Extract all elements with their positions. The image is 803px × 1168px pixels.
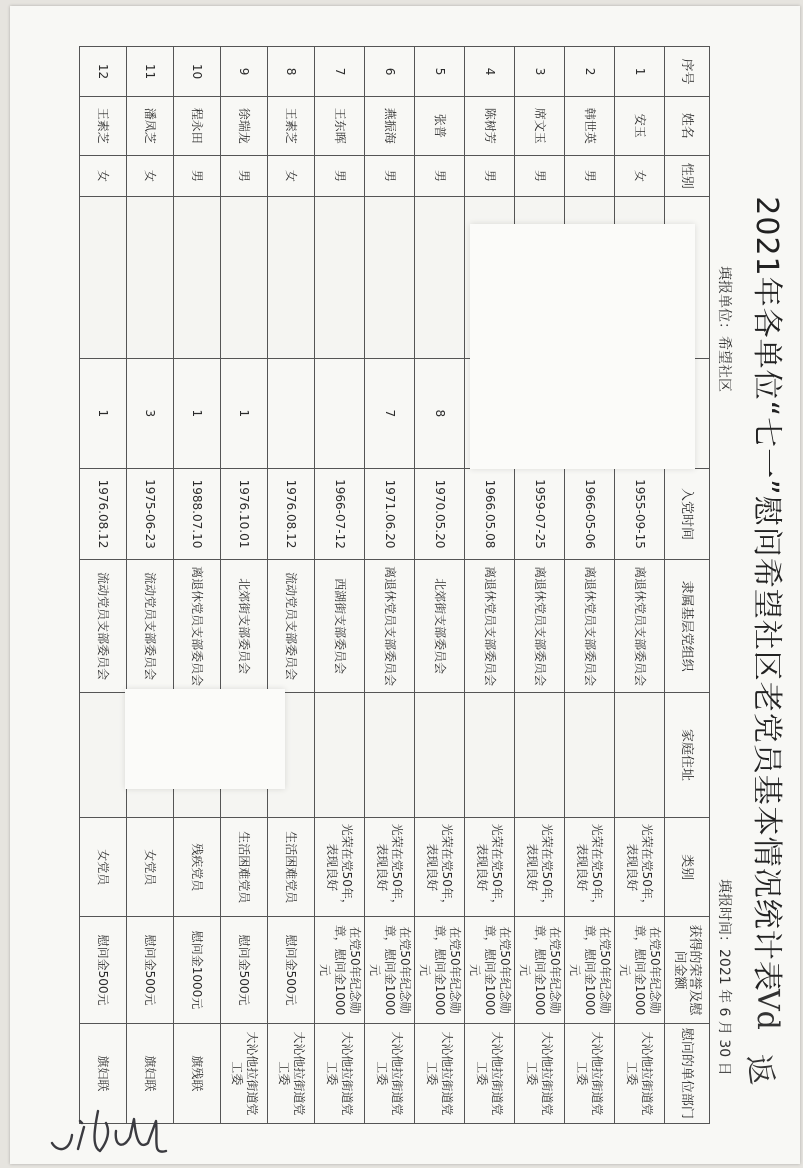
header-cell: 性别	[665, 155, 710, 197]
paper-sheet	[10, 6, 800, 1164]
sex-cell: 男	[565, 155, 615, 197]
name-cell: 王素芝	[268, 97, 315, 155]
table-row	[415, 47, 465, 1124]
sex-cell: 男	[465, 155, 515, 197]
table-row	[80, 47, 127, 1124]
dept-cell: 大沁他拉街道党工委	[221, 1023, 268, 1123]
name-cell: 席文玉	[515, 97, 565, 155]
dept-cell: 大沁他拉街道党工委	[465, 1023, 515, 1123]
sex-cell: 女	[615, 155, 665, 197]
honor-cell: 在党50年纪念勋章，慰问金1000元	[315, 917, 365, 1023]
org-cell: 流动党员支部委员会	[268, 560, 315, 693]
join-date-cell: 1970.05.20	[415, 468, 465, 560]
redaction-patch	[125, 689, 285, 789]
phone-cell	[315, 359, 365, 469]
fill-unit-label: 填报单位：希望社区	[716, 266, 732, 392]
org-cell: 离退休党员支部委员会	[465, 560, 515, 693]
sex-cell: 男	[221, 155, 268, 197]
row-index-cell: 7	[315, 47, 365, 97]
table-row	[221, 47, 268, 1124]
dept-cell: 旗妇联	[80, 1023, 127, 1123]
name-cell: 燕振海	[365, 97, 415, 155]
id-number-cell	[315, 197, 365, 359]
join-date-cell: 1976.08.12	[268, 468, 315, 560]
dept-cell: 大沁他拉街道党工委	[415, 1023, 465, 1123]
address-cell	[465, 692, 515, 817]
id-number-cell	[365, 197, 415, 359]
handwritten-note: 返	[740, 1052, 779, 1087]
row-index-cell: 12	[80, 47, 127, 97]
dept-cell: 大沁他拉街道党工委	[615, 1023, 665, 1123]
document-title: 2021年各单位“七一”慰问希望社区老党员基本情况统计表	[749, 196, 784, 992]
phone-cell: 3	[127, 359, 174, 469]
table-row	[315, 47, 365, 1124]
org-cell: 西湖街支部委员会	[315, 560, 365, 693]
category-cell: 光荣在党50年，表现良好	[365, 818, 415, 917]
dept-cell: 大沁他拉街道党工委	[365, 1023, 415, 1123]
table-row	[515, 47, 565, 1124]
honor-cell: 慰问金1000元	[174, 917, 221, 1023]
phone-cell: 8	[415, 359, 465, 469]
honor-cell: 慰问金500元	[80, 917, 127, 1023]
honor-cell: 在党50年纪念勋章，慰问金1000元	[365, 917, 415, 1023]
sex-cell: 男	[174, 155, 221, 197]
sex-cell: 男	[515, 155, 565, 197]
id-number-cell	[174, 197, 221, 359]
org-cell: 离退休党员支部委员会	[365, 560, 415, 693]
category-cell: 光荣在党50年，表现良好	[465, 818, 515, 917]
honor-cell: 慰问金500元	[127, 917, 174, 1023]
name-cell: 王东晖	[315, 97, 365, 155]
sex-cell: 女	[268, 155, 315, 197]
id-number-cell	[415, 197, 465, 359]
join-date-cell: 1955-09-15	[615, 468, 665, 560]
name-cell: 韩世英	[565, 97, 615, 155]
row-index-cell: 1	[615, 47, 665, 97]
org-cell: 离退休党员支部委员会	[174, 560, 221, 693]
id-number-cell	[80, 197, 127, 359]
handwritten-signature	[40, 1091, 190, 1161]
join-date-cell: 1959-07-25	[515, 468, 565, 560]
join-date-cell: 1966-05-06	[565, 468, 615, 560]
name-cell: 程永田	[174, 97, 221, 155]
name-cell: 陈树芳	[465, 97, 515, 155]
row-index-cell: 2	[565, 47, 615, 97]
category-cell: 光荣在党50年，表现良好	[565, 818, 615, 917]
category-cell: 光荣在党50年，表现良好	[415, 818, 465, 917]
phone-cell: 1	[221, 359, 268, 469]
honor-cell: 慰问金500元	[221, 917, 268, 1023]
honor-cell: 在党50年纪念勋章，慰问金1000元	[515, 917, 565, 1023]
category-cell: 生活困难党员	[268, 818, 315, 917]
org-cell: 北郊街支部委员会	[415, 560, 465, 693]
honor-cell: 在党50年纪念勋章，慰问金1000元	[465, 917, 515, 1023]
party-member-table	[79, 46, 710, 1124]
name-cell: 张普	[415, 97, 465, 155]
join-date-cell: 1966-07-12	[315, 468, 365, 560]
join-date-cell: 1966.05.08	[465, 468, 515, 560]
id-number-cell	[127, 197, 174, 359]
dept-cell: 大沁他拉街道党工委	[315, 1023, 365, 1123]
join-date-cell: 1975-06-23	[127, 468, 174, 560]
sex-cell: 女	[127, 155, 174, 197]
category-cell: 生活困难党员	[221, 818, 268, 917]
category-cell: 光荣在党50年，表现良好	[315, 818, 365, 917]
org-cell: 离退休党员支部委员会	[515, 560, 565, 693]
table-row	[127, 47, 174, 1124]
address-cell	[565, 692, 615, 817]
table-row	[268, 47, 315, 1124]
org-cell: 离退休党员支部委员会	[565, 560, 615, 693]
join-date-cell: 1976.10.01	[221, 468, 268, 560]
table-row	[174, 47, 221, 1124]
category-cell: 残疾党员	[174, 818, 221, 917]
dept-cell: 旗妇联	[127, 1023, 174, 1123]
join-date-cell: 1971.06.20	[365, 468, 415, 560]
fill-date-label: 填报时间：2021 年 6 月 30 日	[716, 879, 732, 1076]
header-cell: 序号	[665, 47, 710, 97]
address-cell	[615, 692, 665, 817]
honor-cell: 慰问金500元	[268, 917, 315, 1023]
phone-cell: 1	[80, 359, 127, 469]
sex-cell: 女	[80, 155, 127, 197]
header-cell: 获得的荣誉及慰问金额	[665, 917, 710, 1023]
row-index-cell: 8	[268, 47, 315, 97]
table-body	[80, 47, 665, 1124]
category-cell: 光荣在党50年，表现良好	[615, 818, 665, 917]
category-cell: 女党员	[80, 818, 127, 917]
row-index-cell: 11	[127, 47, 174, 97]
row-index-cell: 9	[221, 47, 268, 97]
header-cell: 隶属基层党组织	[665, 560, 710, 693]
rotated-form	[90, 34, 790, 1154]
row-index-cell: 3	[515, 47, 565, 97]
phone-cell	[268, 359, 315, 469]
row-index-cell: 6	[365, 47, 415, 97]
header-cell: 家庭住址	[665, 692, 710, 817]
org-cell: 流动党员支部委员会	[80, 560, 127, 693]
redaction-patch	[470, 224, 695, 469]
dept-cell: 大沁他拉街道党工委	[268, 1023, 315, 1123]
address-cell	[365, 692, 415, 817]
name-cell: 安玉	[615, 97, 665, 155]
table-header-row	[665, 47, 710, 1124]
org-cell: 离退休党员支部委员会	[615, 560, 665, 693]
honor-cell: 在党50年纪念勋章，慰问金1000元	[565, 917, 615, 1023]
address-cell	[80, 692, 127, 817]
address-cell	[415, 692, 465, 817]
row-index-cell: 10	[174, 47, 221, 97]
row-index-cell: 4	[465, 47, 515, 97]
phone-cell: 1	[174, 359, 221, 469]
row-index-cell: 5	[415, 47, 465, 97]
join-date-cell: 1988.07.10	[174, 468, 221, 560]
header-cell: 入党时间	[665, 468, 710, 560]
dept-cell: 大沁他拉街道党工委	[515, 1023, 565, 1123]
sex-cell: 男	[315, 155, 365, 197]
handwritten-note: Vd	[750, 989, 785, 1030]
address-cell	[315, 692, 365, 817]
table-row	[365, 47, 415, 1124]
sex-cell: 男	[415, 155, 465, 197]
honor-cell: 在党50年纪念勋章，慰问金1000元	[615, 917, 665, 1023]
name-cell: 潘凤芝	[127, 97, 174, 155]
table-row	[465, 47, 515, 1124]
sex-cell: 男	[365, 155, 415, 197]
phone-cell: 7	[365, 359, 415, 469]
header-cell: 慰问的单位部门	[665, 1023, 710, 1123]
name-cell: 徐瑞龙	[221, 97, 268, 155]
org-cell: 流动党员支部委员会	[127, 560, 174, 693]
header-cell: 类别	[665, 818, 710, 917]
table-row	[565, 47, 615, 1124]
address-cell	[515, 692, 565, 817]
dept-cell: 大沁他拉街道党工委	[565, 1023, 615, 1123]
category-cell: 女党员	[127, 818, 174, 917]
honor-cell: 在党50年纪念勋章，慰问金1000元	[415, 917, 465, 1023]
name-cell: 王素芝	[80, 97, 127, 155]
id-number-cell	[221, 197, 268, 359]
id-number-cell	[268, 197, 315, 359]
org-cell: 北郊街支部委员会	[221, 560, 268, 693]
header-cell: 姓名	[665, 97, 710, 155]
table-row	[615, 47, 665, 1124]
join-date-cell: 1976.08.12	[80, 468, 127, 560]
dept-cell: 旗残联	[174, 1023, 221, 1123]
category-cell: 光荣在党50年，表现良好	[515, 818, 565, 917]
